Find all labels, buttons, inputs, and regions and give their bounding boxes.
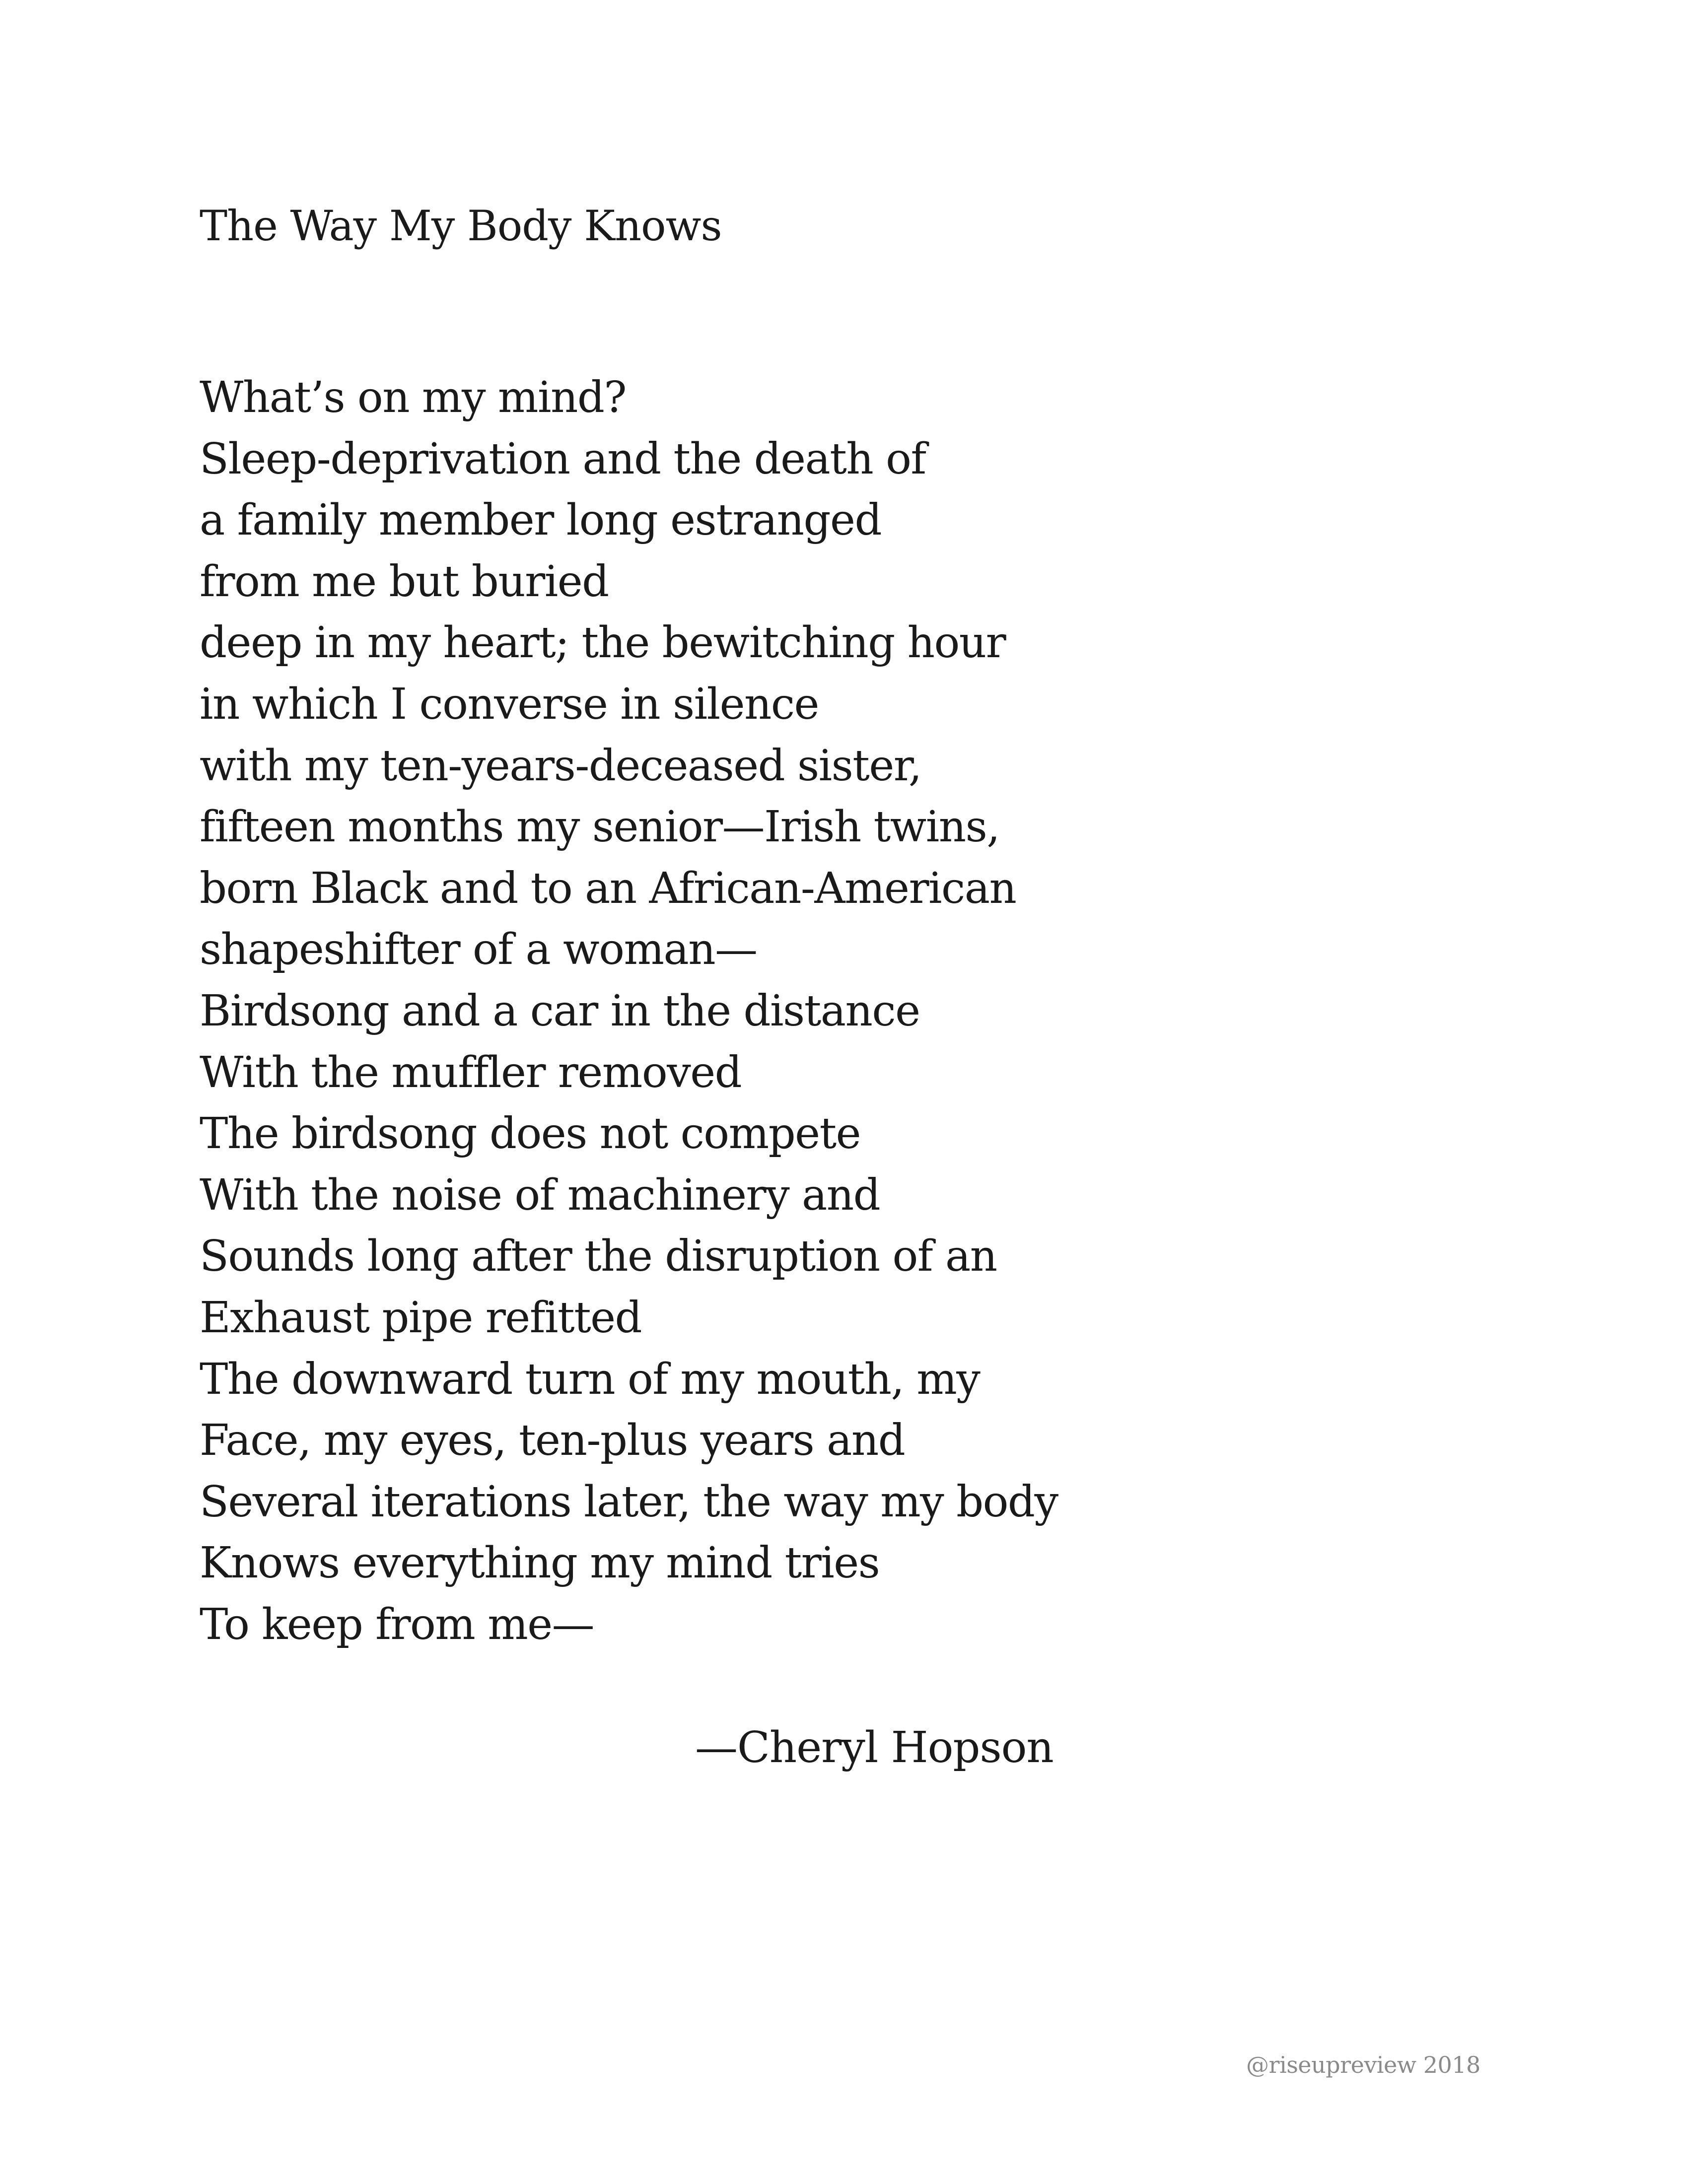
poem-line: Several iterations later, the way my body xyxy=(200,1477,1058,1527)
poem-line: with my ten-years-deceased sister, xyxy=(200,741,921,791)
poem-line: fifteen months my senior—Irish twins, xyxy=(200,802,1000,852)
poem-line: With the noise of machinery and xyxy=(200,1170,880,1220)
poem-line: deep in my heart; the bewitching hour xyxy=(200,618,1006,668)
poem-line: born Black and to an African-American xyxy=(200,863,1016,913)
poem-line: shapeshifter of a woman— xyxy=(200,925,757,975)
poem-line: The birdsong does not compete xyxy=(200,1109,861,1159)
poem-body xyxy=(200,367,1058,1655)
poem-line: With the muffler removed xyxy=(200,1047,742,1097)
poem-line: a family member long estranged xyxy=(200,495,881,546)
poem-line: Exhaust pipe refitted xyxy=(200,1293,642,1343)
poem-line: Sleep-deprivation and the death of xyxy=(200,434,926,484)
poem-line: Face, my eyes, ten-plus years and xyxy=(200,1416,905,1466)
poem-line: What’s on my mind? xyxy=(200,373,626,422)
poem-line: Birdsong and a car in the distance xyxy=(200,986,920,1036)
poem-line: The downward turn of my mouth, my xyxy=(200,1354,980,1404)
poem-line: To keep from me— xyxy=(200,1599,594,1649)
poem-line: Knows everything my mind tries xyxy=(200,1538,880,1588)
poem-author: —Cheryl Hopson xyxy=(695,1723,1054,1773)
poem-line: Sounds long after the disruption of an xyxy=(200,1231,997,1282)
poem-line: from me but buried xyxy=(200,556,609,607)
poem-line: in which I converse in silence xyxy=(200,679,819,729)
copyright-notice: @riseupreview 2018 xyxy=(1246,2051,1480,2078)
poem-title: The Way My Body Knows xyxy=(200,202,722,250)
